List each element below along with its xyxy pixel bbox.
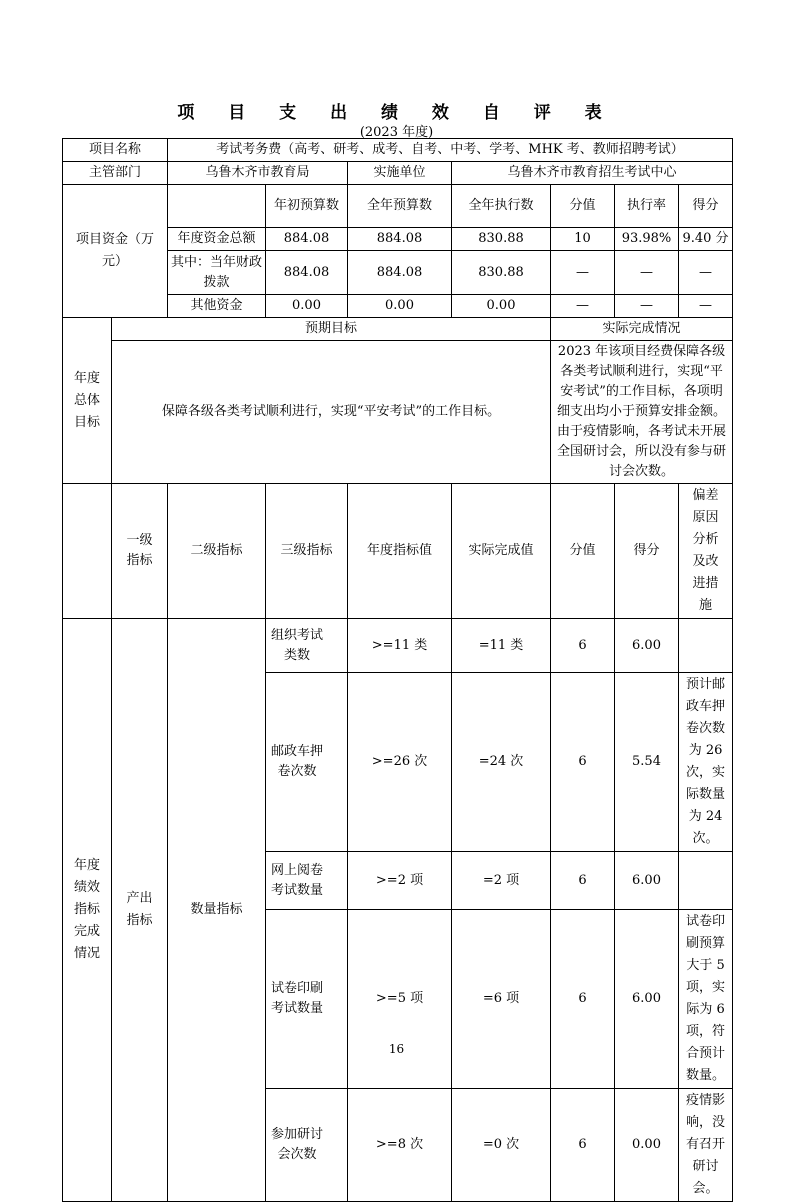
project-name-value: 考试考务费（高考、研考、成考、自考、中考、学考、MHK 考、教师招聘考试） [168, 139, 733, 162]
funds-cell: 884.08 [348, 251, 452, 295]
indicator-header: 分值 [551, 484, 615, 619]
score-value: 6 [551, 619, 615, 673]
actual-value: =2 项 [452, 852, 551, 910]
department-row [63, 162, 733, 185]
funds-row-label: 其他资金 [168, 295, 266, 318]
funds-cell: — [615, 251, 679, 295]
indicator-header: 得分 [615, 484, 679, 619]
funds-cell: 9.40 分 [679, 228, 733, 251]
funds-cell: 0.00 [452, 295, 551, 318]
level3-indicator: 网上阅卷考试数量 [266, 852, 348, 910]
score: 6.00 [615, 910, 679, 1089]
page-number: 16 [388, 1042, 405, 1056]
actual-value: =0 次 [452, 1089, 551, 1202]
funds-header: 执行率 [615, 185, 679, 228]
target-value: >=11 类 [348, 619, 452, 673]
actual-goal-text: 2023 年该项目经费保障各级各类考试顺利进行，实现“平安考试”的工作目标，各项明细支出均小于预算安排金额。由于疫情影响，各考试未开展全国研讨会，所以没有参与研讨会次数。 [551, 341, 733, 484]
project-name-label: 项目名称 [63, 139, 168, 162]
level2-indicator: 数量指标 [168, 619, 266, 1202]
funds-header: 得分 [679, 185, 733, 228]
goals-row [63, 341, 733, 484]
goals-header-row [63, 318, 733, 341]
indicator-row [63, 619, 733, 673]
score-value: 6 [551, 910, 615, 1089]
level3-indicator: 邮政车押卷次数 [266, 673, 348, 852]
target-value: >=5 项 [348, 910, 452, 1089]
indicator-header: 二级指标 [168, 484, 266, 619]
level1-indicator: 产出指标 [112, 619, 168, 1202]
funds-cell: 93.98% [615, 228, 679, 251]
level3-indicator: 组织考试类数 [266, 619, 348, 673]
indicators-header-row [63, 484, 733, 619]
deviation-note: 试卷印刷预算大于 5 项，实际为 6 项，符合预计数量。 [679, 910, 733, 1089]
funds-header: 年初预算数 [266, 185, 348, 228]
target-value: >=26 次 [348, 673, 452, 852]
funds-cell: 830.88 [452, 251, 551, 295]
funds-cell: — [551, 251, 615, 295]
indicator-header: 偏差原因分析及改进措施 [679, 484, 733, 619]
funds-cell: 0.00 [266, 295, 348, 318]
indicator-header: 年度指标值 [348, 484, 452, 619]
score: 0.00 [615, 1089, 679, 1202]
actual-value: =24 次 [452, 673, 551, 852]
funds-cell: — [679, 251, 733, 295]
funds-row-label: 其中：当年财政拨款 [168, 251, 266, 295]
indicator-header: 三级指标 [266, 484, 348, 619]
funds-cell: 10 [551, 228, 615, 251]
dept-label: 主管部门 [63, 162, 168, 185]
indicator-header: 实际完成值 [452, 484, 551, 619]
funds-cell: — [615, 295, 679, 318]
page-title: 项 目 支 出 绩 效 自 评 表 [177, 103, 616, 123]
score: 5.54 [615, 673, 679, 852]
indicator-header: 一级指标 [112, 484, 168, 619]
score: 6.00 [615, 619, 679, 673]
funds-label: 项目资金（万元） [63, 185, 168, 318]
actual-value: =11 类 [452, 619, 551, 673]
expected-goal-header: 预期目标 [112, 318, 551, 341]
score-value: 6 [551, 1089, 615, 1202]
deviation-note [679, 619, 733, 673]
funds-cell: — [679, 295, 733, 318]
dept-value: 乌鲁木齐市教育局 [168, 162, 348, 185]
funds-header: 全年预算数 [348, 185, 452, 228]
funds-cell: 0.00 [348, 295, 452, 318]
indicator-section-label: 年度绩效指标完成情况 [63, 619, 112, 1202]
funds-cell: 884.08 [266, 251, 348, 295]
page-subtitle: (2023 年度) [359, 125, 434, 140]
impl-value: 乌鲁木齐市教育招生考试中心 [452, 162, 733, 185]
deviation-note: 疫情影响，没有召开研讨会。 [679, 1089, 733, 1202]
funds-cell: 884.08 [266, 228, 348, 251]
indicators-header-blank [63, 484, 112, 619]
impl-label: 实施单位 [348, 162, 452, 185]
expected-goal-text: 保障各级各类考试顺利进行，实现“平安考试”的工作目标。 [112, 341, 551, 484]
funds-header-blank [168, 185, 266, 228]
funds-header: 全年执行数 [452, 185, 551, 228]
funds-cell: 884.08 [348, 228, 452, 251]
goals-label: 年度总体目标 [63, 318, 112, 484]
score: 6.00 [615, 852, 679, 910]
funds-cell: — [551, 295, 615, 318]
project-name-row [63, 139, 733, 162]
score-value: 6 [551, 673, 615, 852]
deviation-note: 预计邮政车押卷次数为 26 次，实际数量为 24 次。 [679, 673, 733, 852]
score-value: 6 [551, 852, 615, 910]
funds-row-label: 年度资金总额 [168, 228, 266, 251]
target-value: >=8 次 [348, 1089, 452, 1202]
target-value: >=2 项 [348, 852, 452, 910]
level3-indicator: 参加研讨会次数 [266, 1089, 348, 1202]
funds-header-row [63, 185, 733, 228]
actual-goal-header: 实际完成情况 [551, 318, 733, 341]
deviation-note [679, 852, 733, 910]
level3-indicator: 试卷印刷考试数量 [266, 910, 348, 1089]
funds-cell: 830.88 [452, 228, 551, 251]
funds-header: 分值 [551, 185, 615, 228]
actual-value: =6 项 [452, 910, 551, 1089]
